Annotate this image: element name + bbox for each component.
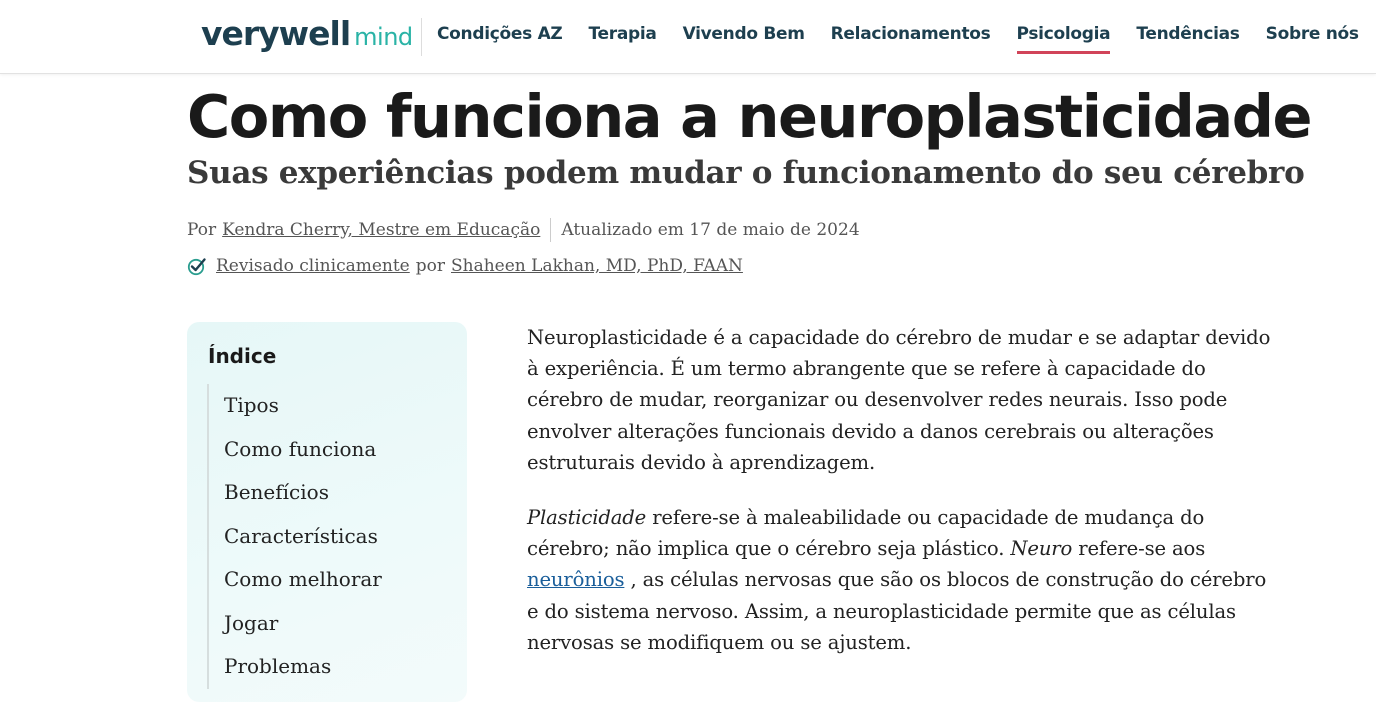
paragraph-line: nervosas se modifiquem ou se ajustem. (527, 630, 912, 654)
review-line (187, 256, 743, 276)
paragraph-line (527, 564, 1287, 595)
byline (187, 218, 860, 242)
paragraph-line (527, 533, 1287, 564)
paragraph-line: à experiência. É um termo abrangente que se refere à capacidade do (527, 357, 1206, 381)
toc-item-problemas[interactable]: Problemas (224, 654, 332, 678)
text-segment: , as células nervosas que são os blocos de construção do cérebro (624, 568, 1267, 592)
neuronios-link[interactable]: neurônios (527, 568, 625, 592)
paragraph-intro (527, 322, 1287, 478)
check-badge-icon (187, 256, 207, 276)
author-link[interactable]: Kendra Cherry, Mestre em Educação (222, 220, 541, 240)
paragraph-line: estruturais devido à aprendizagem. (527, 450, 876, 474)
text-segment: cérebro; não implica que o cérebro seja plástico. (527, 537, 1011, 561)
paragraph-line: e do sistema nervoso. Assim, a neuroplasticidade permite que as células (527, 599, 1236, 623)
logo-main-text: verywell (201, 14, 351, 53)
nav-vivendo-bem[interactable]: Vivendo Bem (682, 24, 805, 44)
updated-date: Atualizado em 17 de maio de 2024 (561, 220, 860, 240)
nav-sobre-nos[interactable]: Sobre nós (1265, 24, 1359, 44)
nav-relacionamentos[interactable]: Relacionamentos (830, 24, 991, 44)
clinically-reviewed-link[interactable]: Revisado clinicamente (216, 256, 410, 276)
paragraph-line: envolver alterações funcionais devido a danos cerebrais ou alterações (527, 419, 1214, 443)
toc-list (207, 384, 447, 689)
article-subtitle: Suas experiências podem mudar o funcionamento do seu cérebro (187, 155, 1305, 191)
table-of-contents (187, 322, 467, 702)
toc-item-beneficios[interactable]: Benefícios (224, 480, 329, 504)
site-logo[interactable] (201, 14, 413, 58)
reviewer-link[interactable]: Shaheen Lakhan, MD, PhD, FAAN (451, 256, 743, 276)
header-divider (421, 18, 422, 56)
toc-item-como-melhorar[interactable]: Como melhorar (224, 567, 382, 591)
emphasis-plasticidade: Plasticidade (527, 506, 647, 529)
review-por: por (415, 256, 445, 276)
text-segment: refere-se à maleabilidade ou capacidade de mudança do (646, 506, 1205, 529)
toc-item-tipos[interactable]: Tipos (224, 393, 279, 417)
toc-item-como-funciona[interactable]: Como funciona (224, 436, 377, 461)
paragraph-definition (527, 502, 1287, 658)
paragraph-line: Neuroplasticidade é a capacidade do cérebro de mudar e se adaptar devido (527, 326, 1271, 349)
byline-separator (550, 218, 551, 242)
main-nav (437, 24, 1376, 54)
byline-prefix: Por (187, 220, 217, 240)
toc-item-caracteristicas[interactable]: Características (224, 523, 378, 548)
paragraph-line (527, 502, 1287, 533)
logo-sub-text: mind (354, 23, 413, 51)
nav-terapia[interactable]: Terapia (588, 24, 657, 44)
toc-item-jogar[interactable]: Jogar (224, 610, 279, 635)
site-header (0, 0, 1376, 74)
paragraph-line: cérebro de mudar, reorganizar ou desenvolver redes neurais. Isso pode (527, 388, 1228, 412)
emphasis-neuro: Neuro (1010, 537, 1073, 561)
nav-psicologia[interactable]: Psicologia (1017, 24, 1111, 54)
nav-condicoes[interactable]: Condições AZ (437, 24, 563, 44)
article-title: Como funciona a neuroplasticidade (187, 82, 1311, 151)
text-segment: refere-se aos (1072, 537, 1206, 561)
nav-tendencias[interactable]: Tendências (1136, 24, 1240, 44)
toc-title: Índice (208, 344, 277, 368)
